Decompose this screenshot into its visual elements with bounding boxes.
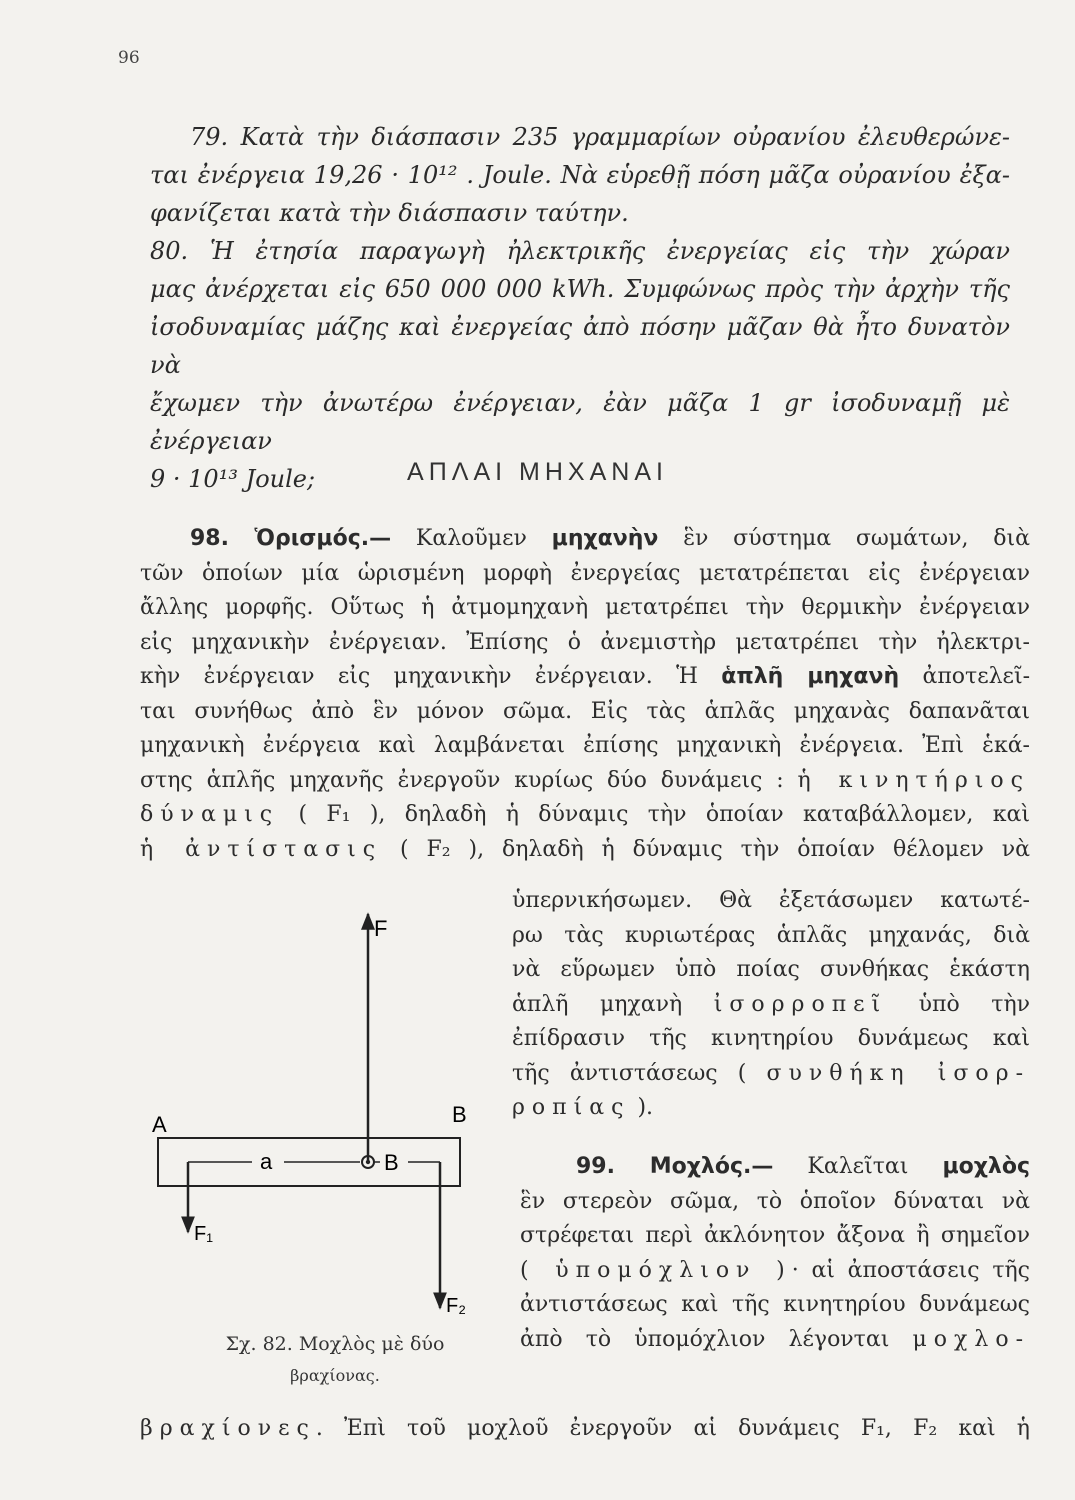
lever-line-2: στρέφεται περὶ ἀκλόνητον ἄξονα ἢ σημεῖον xyxy=(520,1223,1030,1248)
right-line-7b: ). xyxy=(630,1095,654,1120)
definition-term-motive: ἡ κινητήριος xyxy=(797,767,1030,793)
problem-80-line-3: ἰσοδυναμίας μάζης καὶ ἐνεργείας ἀπὸ πόσην μᾶζαν θὰ ἦτο δυνατὸν νὰ xyxy=(150,313,1010,379)
lever-heading-b: Καλεῖται xyxy=(773,1154,943,1179)
label-arm-a: a xyxy=(260,1149,273,1174)
definition-line-9b: ( F₁ ), δηλαδὴ ἡ δύναμις τὴν ὁποίαν καταβάλλομεν, καὶ xyxy=(279,802,1030,827)
problem-80-line-4: ἔχωμεν τὴν ἀνωτέρω ἐνέργειαν, ἐὰν μᾶζα 1 gr ἰσοδυναμῇ μὲ ἐνέργειαν xyxy=(150,389,1010,455)
definition-line-5a: κὴν ἐνέργειαν εἰς μηχανικὴν ἐνέργειαν. Ἡ xyxy=(140,664,722,689)
problem-79 xyxy=(150,118,1010,232)
definition-line-6: ται συνήθως ἀπὸ ἓν μόνον σῶμα. Εἰς τὰς ἁπλᾶς μηχανὰς δαπανᾶται xyxy=(140,698,1030,724)
lever-figure xyxy=(140,900,500,1340)
lever-line-1: ἓν στερεὸν σῶμα, τὸ ὁποῖον δύναται νὰ xyxy=(520,1188,1030,1214)
fulcrum-dot xyxy=(366,1160,370,1164)
caption-line-2: βραχίονας. xyxy=(290,1366,380,1385)
label-f2: F₂ xyxy=(446,1295,466,1317)
lever-term: μοχλὸς xyxy=(942,1154,1031,1179)
definition-line-4: εἰς μηχανικὴν ἐνέργειαν. Ἐπίσης ὁ ἀνεμιστὴρ μετατρέπει τὴν ἠλεκτρι- xyxy=(140,629,1030,655)
label-f1: F₁ xyxy=(194,1223,213,1245)
problem-80-line-2: μας ἀνέρχεται εἰς 650 000 000 kWh. Συμφώνως πρὸς τὴν ἀρχὴν τῆς xyxy=(150,275,1010,303)
definition-line-3: ἄλλης μορφῆς. Οὕτως ἡ ἀτμομηχανὴ μετατρέπει τὴν θερμικὴν ἐνέργειαν xyxy=(140,595,1030,620)
right-term-equilibrium: ροπίας xyxy=(512,1095,631,1120)
caption-line-1: Σχ. 82. Μοχλὸς μὲ δύο xyxy=(225,1333,445,1355)
definition-term-resistance: ἡ ἀντίστασις xyxy=(140,836,383,862)
problem-80-line-5: 9 · 10¹³ Joule; xyxy=(150,465,316,493)
right-term-equilibrates: ἰσορροπεῖ xyxy=(713,991,888,1017)
problem-79-line-2: ται ἐνέργεια 19,26 · 10¹² . Joule. Νὰ εὑρεθῇ πόση μᾶζα οὐρανίου ἐξα- xyxy=(150,161,1010,189)
problem-80-line-1: 80. Ἡ ἐτησία παραγωγὴ ἠλεκτρικῆς ἐνεργείας εἰς τὴν χώραν xyxy=(150,237,1010,265)
definition-line-10b: ( F₂ ), δηλαδὴ ἡ δύναμις τὴν ὁποίαν θέλομεν νὰ xyxy=(382,836,1030,862)
lever-line-4: ἀντιστάσεως καὶ τῆς κινητηρίου δυνάμεως xyxy=(520,1292,1030,1317)
definition-line-7: μηχανικὴ ἐνέργεια καὶ λαμβάνεται ἐπίσης μηχανικὴ ἐνέργεια. Ἐπὶ ἑκά- xyxy=(140,733,1030,758)
figure-caption xyxy=(170,1328,500,1392)
lever-line-5a: ἀπὸ τὸ ὑπομόχλιον λέγονται xyxy=(520,1326,913,1352)
definition-term-machine: μηχανὴν xyxy=(551,526,659,551)
lever-line-3b: · αἱ ἀποστάσεις τῆς xyxy=(791,1257,1030,1283)
right-column-text xyxy=(512,884,1030,1126)
page-number: 96 xyxy=(118,48,140,68)
definition-line-2: τῶν ὁποίων μία ὡρισμένη μορφὴ ἐνεργείας μετατρέπεται εἰς ἐνέργειαν xyxy=(140,560,1030,586)
definition-paragraph xyxy=(140,522,1030,867)
final-line-b: . Ἐπὶ τοῦ μοχλοῦ ἐνεργοῦν αἱ δυνάμεις F₁, F₂ καὶ ἡ xyxy=(315,1416,1030,1441)
lever-heading: 99. Μοχλός.— xyxy=(576,1154,774,1179)
definition-term-simple-machine: ἁπλῆ μηχανὴ xyxy=(721,664,900,689)
final-line xyxy=(140,1412,1030,1447)
label-a-end: A xyxy=(152,1112,167,1137)
right-term-condition: συνθήκη ἰσορ- xyxy=(766,1060,1030,1086)
definition-heading: 98. Ὁρισμός.— xyxy=(190,526,392,551)
problem-79-line-1: 79. Κατὰ τὴν διάσπασιν 235 γραμμαρίων οὐρανίου ἐλευθερώνε- xyxy=(190,123,1010,151)
label-f: F xyxy=(374,916,388,941)
right-line-2: ρω τὰς κυριωτέρας ἁπλᾶς μηχανάς, διὰ xyxy=(512,922,1030,948)
right-line-4a: ἁπλῆ μηχανὴ xyxy=(512,991,714,1017)
definition-line-1a: Καλοῦμεν xyxy=(391,526,552,551)
right-line-3: νὰ εὕρωμεν ὑπὸ ποίας συνθήκας ἑκάστη xyxy=(512,957,1030,982)
final-term-arms: βραχίονες xyxy=(140,1416,316,1441)
label-b-end: B xyxy=(452,1102,467,1127)
right-line-4b: ὑπὸ τὴν xyxy=(887,991,1030,1017)
definition-line-1b: ἓν σύστημα σωμάτων, διὰ xyxy=(658,526,1030,551)
lever-term-arms: μοχλο- xyxy=(912,1326,1030,1352)
definition-term-force: δύναμις xyxy=(140,802,280,827)
label-arm-b: B xyxy=(384,1150,399,1175)
lever-paragraph xyxy=(520,1150,1030,1357)
lever-term-fulcrum: ( ὑπομόχλιον ) xyxy=(520,1257,792,1283)
definition-line-8a: στης ἁπλῆς μηχανῆς ἐνεργοῦν κυρίως δύο δυνάμεις : xyxy=(140,767,798,793)
right-line-6a: τῆς ἀντιστάσεως ( xyxy=(512,1060,767,1086)
right-line-1: ὑπερνικήσωμεν. Θὰ ἐξετάσωμεν κατωτέ- xyxy=(512,888,1030,913)
section-title: ΑΠΛΑΙ ΜΗΧΑΝΑΙ xyxy=(407,458,668,486)
right-line-5: ἐπίδρασιν τῆς κινητηρίου δυνάμεως καὶ xyxy=(512,1026,1030,1051)
problem-79-line-3: φανίζεται κατὰ τὴν διάσπασιν ταύτην. xyxy=(150,199,629,227)
definition-line-5b: ἀποτελεῖ- xyxy=(899,664,1030,689)
